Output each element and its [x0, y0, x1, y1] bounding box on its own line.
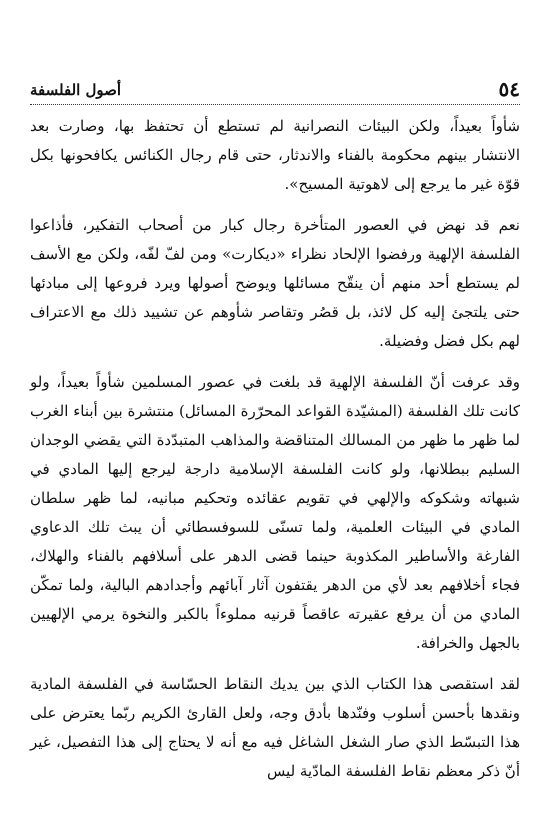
page-header — [30, 76, 520, 105]
page-number: ٥٤ — [498, 77, 520, 101]
page-body — [30, 112, 520, 798]
paragraph-1: شأواً بعيداً، ولكن البيئات النصرانية لم تستطع أن تحتفظ بها، وصارت بعد الانتشار بينهم محكومة بالفناء والاندثار، حتى قام رجال الكنائس يكافحونها بكل قوّة غير ما يرجع إلى لاهوتية المسيح». — [30, 117, 520, 193]
running-title: أصول الفلسفة — [30, 81, 122, 99]
paragraph-2: نعم قد نهض في العصور المتأخرة رجال كبار من أصحاب التفكير، فأذاعوا الفلسفة الإلهية ورفضوا الإلحاد نظراء «ديكارت» ومن لفّ لفّه، ولكن مع الأسف لم يستطع أحد منهم أن ينقّح مسائلها ويوضح أصولها ويرد فروعها إلى مبادئها حتى يلتجئ إليه كل لائذ، بل قصُر وتقاصر شأوهم عن تشييد ذلك مع الاعتراف لهم بكل فضل وفضيلة. — [30, 216, 520, 350]
paragraph-4: لقد استقصى هذا الكتاب الذي بين يديك النقاط الحسّاسة في الفلسفة المادية ونقدها بأحسن أسلوب وفنّدها بأدق وجه، ولعل القارئ الكريم ربّما يعترض على هذا التبسّط الذي صار الشغل الشاغل فيه مع أنه لا يحتاج إلى هذا التفصيل، غير أنّ ذكر معظم نقاط الفلسفة المادّية ليس — [30, 675, 520, 780]
paragraph-3: وقد عرفت أنّ الفلسفة الإلهية قد بلغت في عصور المسلمين شأواً بعيداً، ولو كانت تلك الفلسفة (المشيّدة القواعد المحرّرة المسائل) منتشرة بين أبناء الغرب لما ظهر ما ظهر من المسالك المتناقضة والمذاهب المتبدّدة التي يقضي الوجدان السليم ببطلانها، ولو كانت الفلسفة الإسلامية دارجة ليرجع إليها المادي في شبهاته وشكوكه والإلهي في تقويم عقائده وتحكيم مبانيه، لما ظهر سلطان المادي في البيئات العلمية، ولما تسنّى للسوفسطائي أن يبث تلك الدعاوي الفارغة والأساطير المكذوبة حينما قضى الدهر على أسلافهم بالفناء والهلاك، فجاء أخلافهم بعد لأي من الدهر يقتفون آثار آبائهم وأجدادهم البالية، ولما تمكّن المادي من أن يرفع عقيرته عاقصاً قرنيه مملوءاً بالكبر والنخوة يرمي الإلهيين بالجهل والخرافة. — [30, 373, 520, 652]
